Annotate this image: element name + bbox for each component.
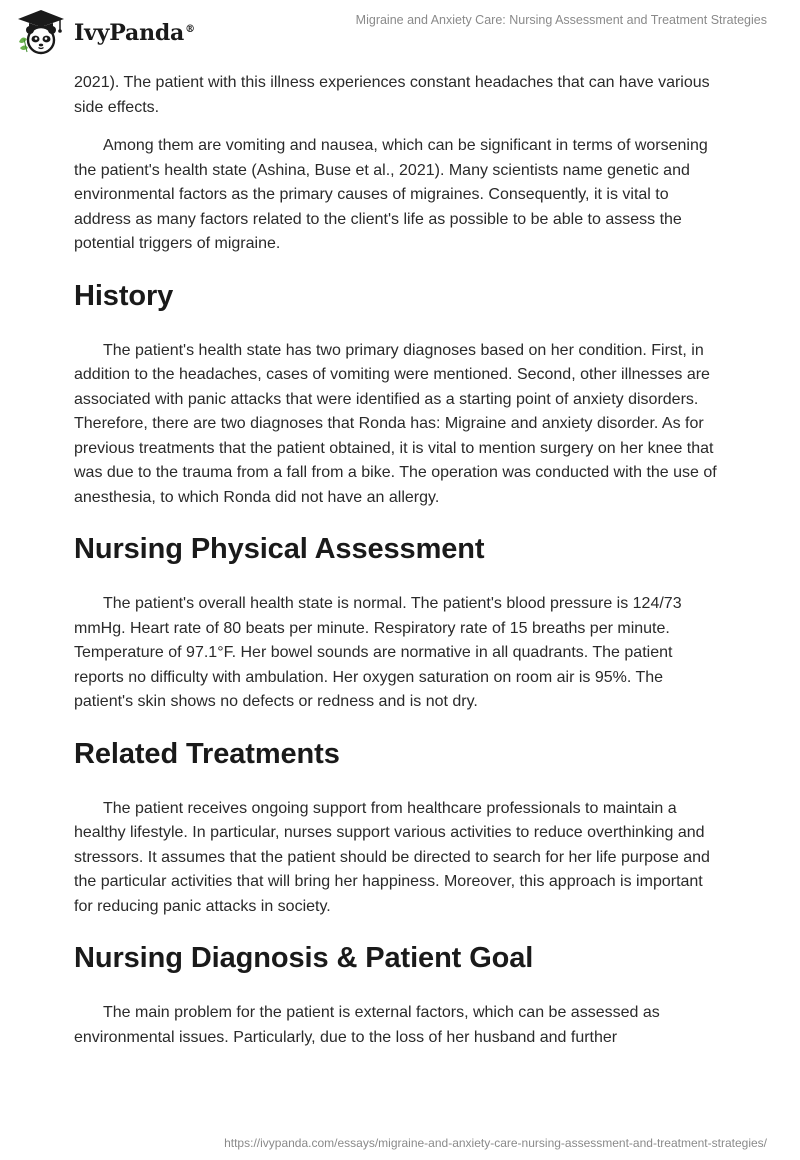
source-url-link[interactable]: https://ivypanda.com/essays/migraine-and-anxiety-care-nursing-assessment-and-treatment-strategies/: [224, 1136, 767, 1150]
panda-graduation-cap-icon: [16, 8, 66, 56]
paragraph-related-treatments: The patient receives ongoing support from healthcare professionals to maintain a healthy lifestyle. In particular, nurses support various activities to reduce overthinking and stressors. It assumes that the patient should be directed to search for her life purpose and the particular activities that will bring her happiness. Moreover, this approach is important for reducing panic attacks in society.: [74, 799, 710, 915]
paragraph-history: The patient's health state has two primary diagnoses based on her condition. First, in addition to the headaches, cases of vomiting were mentioned. Second, other illnesses are associated with panic attacks that were identified as a starting point of anxiety disorders. Therefore, there are two diagnoses that Ronda has: Migraine and anxiety disorder. As for previous treatments that the patient obtained, it is vital to mention surgery on her knee that was due to the trauma from a fall from a bike. The operation was conducted with the use of anesthesia, to which Ronda did not have an allergy.: [74, 341, 717, 506]
essay-content: [74, 71, 724, 1064]
paragraph-intro: Among them are vomiting and nausea, which can be significant in terms of worsening the patient's health state (Ashina, Buse et al., 2021). Many scientists name genetic and environmental factors as the primary causes of migraines. Consequently, it is vital to address as many factors related to the client's life as possible to be able to assess the potential triggers of migraine.: [74, 137, 708, 252]
heading-history: History: [74, 279, 174, 312]
document-title: Migraine and Anxiety Care: Nursing Assessment and Treatment Strategies: [355, 13, 767, 27]
heading-diagnosis-goal: Nursing Diagnosis & Patient Goal: [74, 942, 534, 974]
heading-physical-assessment: Nursing Physical Assessment: [74, 533, 485, 565]
heading-related-treatments: Related Treatments: [74, 737, 340, 770]
brand-name: IvyPanda®: [74, 20, 195, 46]
page-header: [0, 0, 800, 60]
paragraph-intro-continued: 2021). The patient with this illness experiences constant headaches that can have various side effects.: [74, 74, 710, 116]
ivypanda-logo[interactable]: [16, 8, 195, 56]
paragraph-diagnosis-goal: The main problem for the patient is external factors, which can be assessed as environmental issues. Particularly, due to the loss of her husband and further: [74, 1004, 660, 1046]
trademark-symbol: ®: [185, 23, 195, 35]
paragraph-physical-assessment: The patient's overall health state is normal. The patient's blood pressure is 124/73 mmHg. Heart rate of 80 beats per minute. Respiratory rate of 15 breaths per minute. Temperature of 97.1°F. Her bowel sounds are normative in all quadrants. The patient reports no difficulty with ambulation. Her oxygen saturation on room air is 95%. The patient's skin shows no defects or redness and is not dry.: [74, 595, 682, 710]
